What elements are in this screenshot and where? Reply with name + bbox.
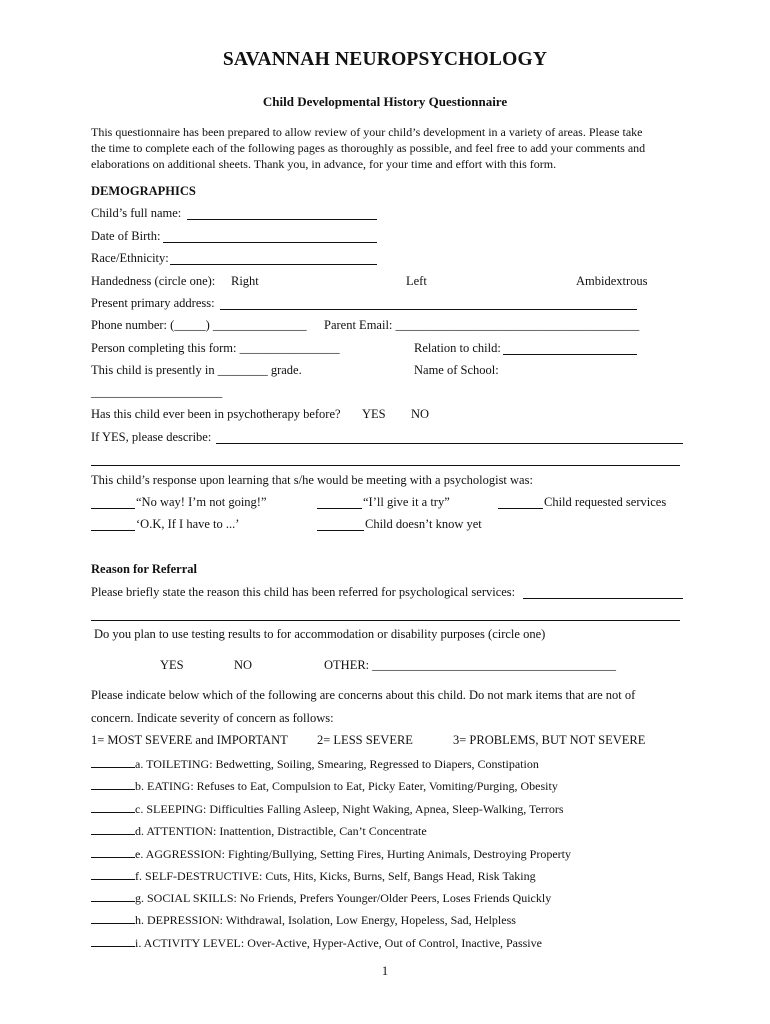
- handedness-right-option[interactable]: Right: [231, 274, 259, 288]
- handedness-label: Handedness (circle one):: [91, 274, 216, 288]
- concern-item: [91, 756, 539, 772]
- person-completing-field[interactable]: Person completing this form: ________________: [91, 341, 340, 355]
- concern-item-label: h. DEPRESSION: Withdrawal, Isolation, Low Energy, Hopeless, Sad, Helpless: [135, 913, 516, 927]
- full-name-label: Child’s full name:: [91, 206, 182, 220]
- school-label: Name of School:: [414, 363, 499, 377]
- concern-item-label: e. AGGRESSION: Fighting/Bullying, Setting Fires, Hurting Animals, Destroying Property: [135, 847, 572, 861]
- intro-line: elaborations on additional sheets. Thank you, in advance, for your time and effort with this form.: [91, 157, 557, 171]
- concern-item: [91, 868, 536, 884]
- referral-field-continued[interactable]: [91, 620, 680, 621]
- response-blank[interactable]: [498, 508, 543, 509]
- dob-label: Date of Birth:: [91, 229, 161, 243]
- concern-item-label: d. ATTENTION: Inattention, Distractible, Can’t Concentrate: [135, 824, 427, 838]
- referral-prompt: Please briefly state the reason this child has been referred for psychological services:: [91, 585, 516, 599]
- testing-other-field[interactable]: OTHER: _______________________________________: [324, 658, 617, 672]
- severity-scale-2: 2= LESS SEVERE: [317, 733, 413, 747]
- severity-scale-3: 3= PROBLEMS, BUT NOT SEVERE: [453, 733, 646, 747]
- handedness-left-option[interactable]: Left: [406, 274, 427, 288]
- full-name-field[interactable]: [187, 219, 377, 220]
- demographics-heading: DEMOGRAPHICS: [91, 184, 196, 198]
- psychotherapy-question: Has this child ever been in psychotherapy before?: [91, 407, 341, 421]
- address-field[interactable]: [220, 309, 637, 310]
- concern-rating-blank[interactable]: [91, 846, 135, 858]
- concern-rating-blank[interactable]: [91, 912, 135, 924]
- race-field[interactable]: [170, 264, 377, 265]
- grade-field[interactable]: This child is presently in ________ grade.: [91, 363, 302, 377]
- referral-heading: Reason for Referral: [91, 562, 197, 576]
- page-number: 1: [381, 964, 389, 978]
- severity-scale-1: 1= MOST SEVERE and IMPORTANT: [91, 733, 288, 747]
- concern-item: [91, 890, 551, 906]
- concerns-intro-line: Please indicate below which of the following are concerns about this child. Do not mark items that are not of: [91, 688, 636, 702]
- referral-field[interactable]: [523, 598, 683, 599]
- psychotherapy-yes-option[interactable]: YES: [362, 407, 386, 421]
- response-option-no-way: “No way! I’m not going!”: [136, 495, 267, 509]
- response-blank[interactable]: [317, 508, 362, 509]
- concern-item-label: g. SOCIAL SKILLS: No Friends, Prefers Younger/Older Peers, Loses Friends Quickly: [135, 891, 552, 905]
- concern-rating-blank[interactable]: [91, 935, 135, 947]
- concern-item: [91, 912, 516, 928]
- response-prompt: This child’s response upon learning that s/he would be meeting with a psychologist was:: [91, 473, 533, 487]
- response-blank[interactable]: [91, 508, 135, 509]
- concern-item-label: c. SLEEPING: Difficulties Falling Asleep, Night Waking, Apnea, Sleep-Walking, Terrors: [135, 802, 564, 816]
- concern-item: [91, 801, 564, 817]
- describe-label: If YES, please describe:: [91, 430, 212, 444]
- testing-question: Do you plan to use testing results to for accommodation or disability purposes (circle one): [94, 627, 546, 641]
- phone-field[interactable]: Phone number: (_____) _______________: [91, 318, 307, 332]
- concern-rating-blank[interactable]: [91, 868, 135, 880]
- describe-field-continued[interactable]: [91, 465, 680, 466]
- concern-item-label: i. ACTIVITY LEVEL: Over-Active, Hyper-Active, Out of Control, Inactive, Passive: [135, 936, 542, 950]
- testing-no-option[interactable]: NO: [234, 658, 253, 672]
- concern-item: [91, 935, 542, 951]
- response-option-ok: ‘O.K, If I have to ...’: [136, 517, 240, 531]
- concern-rating-blank[interactable]: [91, 801, 135, 813]
- response-option-requested: Child requested services: [544, 495, 667, 509]
- dob-field[interactable]: [163, 242, 377, 243]
- describe-field[interactable]: [216, 443, 683, 444]
- response-blank[interactable]: [317, 530, 364, 531]
- concern-item-label: a. TOILETING: Bedwetting, Soiling, Smearing, Regressed to Diapers, Constipation: [135, 757, 539, 771]
- intro-line: This questionnaire has been prepared to allow review of your child’s development in a variety of areas. Please take: [91, 125, 643, 139]
- intro-line: the time to complete each of the following pages as thoroughly as possible, and feel free to add your comments and: [91, 141, 646, 155]
- relation-field[interactable]: [503, 354, 637, 355]
- document-subtitle: Child Developmental History Questionnaire: [262, 94, 508, 109]
- concern-item: [91, 846, 571, 862]
- concern-rating-blank[interactable]: [91, 890, 135, 902]
- race-label: Race/Ethnicity:: [91, 251, 169, 265]
- response-option-doesnt-know: Child doesn’t know yet: [365, 517, 482, 531]
- concern-item: [91, 823, 427, 839]
- concern-item-label: b. EATING: Refuses to Eat, Compulsion to Eat, Picky Eater, Vomiting/Purging, Obesity: [135, 779, 558, 793]
- testing-yes-option[interactable]: YES: [160, 658, 184, 672]
- document-title: SAVANNAH NEUROPSYCHOLOGY: [222, 49, 548, 70]
- intro-paragraph: [91, 124, 691, 172]
- concerns-intro-line: concern. Indicate severity of concern as follows:: [91, 711, 334, 725]
- concern-rating-blank[interactable]: [91, 756, 135, 768]
- email-field[interactable]: Parent Email: _______________________________________: [324, 318, 640, 332]
- concern-rating-blank[interactable]: [91, 778, 135, 790]
- psychotherapy-no-option[interactable]: NO: [411, 407, 430, 421]
- concern-item-label: f. SELF-DESTRUCTIVE: Cuts, Hits, Kicks, Burns, Self, Bangs Head, Risk Taking: [135, 869, 536, 883]
- response-option-give-try: “I’ll give it a try”: [363, 495, 450, 509]
- address-label: Present primary address:: [91, 296, 215, 310]
- school-field[interactable]: _____________________: [91, 385, 223, 399]
- concern-item: [91, 778, 558, 794]
- response-blank[interactable]: [91, 530, 135, 531]
- concern-rating-blank[interactable]: [91, 823, 135, 835]
- relation-label: Relation to child:: [414, 341, 501, 355]
- handedness-ambidextrous-option[interactable]: Ambidextrous: [576, 274, 648, 288]
